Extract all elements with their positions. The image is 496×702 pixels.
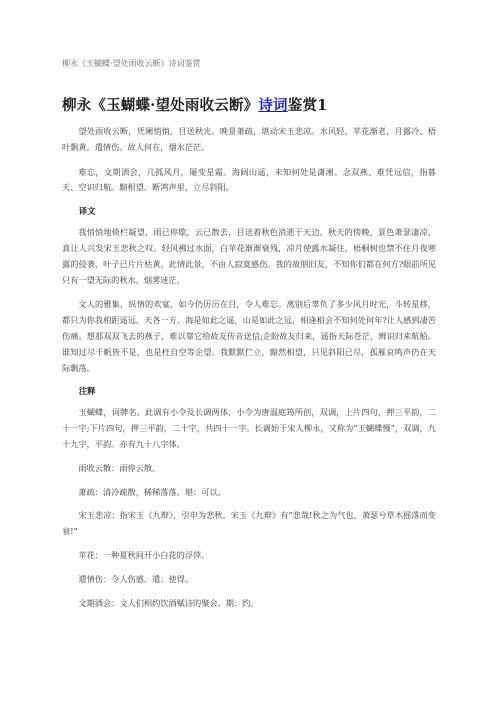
- poem-paragraph-1: 望处雨收云断，凭阑悄悄，目送秋光。晚景萧疏，堪动宋玉悲凉。水风轻，苹花渐老，月露冷、梧叶飘黄。遣情伤。故人何在，烟水茫茫。: [62, 126, 436, 152]
- note-item: 苹花：一种夏秋间开小白花的浮萍。: [78, 549, 210, 560]
- document-header: 柳永《玉蝴蝶·望处雨收云断》诗词鉴赏: [62, 59, 201, 68]
- document-title: [62, 94, 327, 115]
- translation-paragraph-1: 我悄悄地倚栏凝望，雨已停歇，云已散去，目送着秋色消逝于天边。秋天的傍晚，景色萧瑟凄凉，真让人兴发宋玉悲秋之叹。轻风拂过水面，白苹花渐渐衰残，凉月使露水凝住，梧桐树也禁不住月夜寒露的侵袭，叶子已片片枯黄。此情此景，不由人寂寞感伤。我的故朋旧友，不知你们都在何方?眼前所见只有一望无际的秋水，烟雾迷茫。: [62, 227, 436, 285]
- translation-paragraph-2: 文人的雅集，纵情的欢宴，如今仍历历在目，令人难忘。离别后辜负了多少风月时光，斗转星移，都只为你我相距遥远，天各一方。海是如此之遥，山是如此之远，相逢相会不知何处何年?让人感到凄苦伤痛。想那双双飞去的燕子，难以靠它给故友传音送信;企盼故友归来，遥指天际苍茫，辨识归来航船。谁知过尽千帆皆不是，也是枉自空等企望。我默默伫立，黯然相望，只见斜阳已尽，孤雁哀鸣声仍在天际飘荡。: [62, 299, 436, 373]
- translation-heading: 译文: [78, 206, 96, 217]
- poem-paragraph-2: 难忘，文期酒会，几孤风月，屡变星霜。海阔山遥，未知何处是潇湘。念双燕、难凭远信，指暮天、空识归航。黯相望。断鸿声里，立尽斜阳。: [62, 166, 436, 193]
- note-item: 文期酒会：文人们相约饮酒赋诗的聚会。期：约。: [78, 597, 259, 608]
- title-suffix: 鉴赏1: [287, 97, 328, 114]
- notes-heading: 注释: [78, 386, 96, 397]
- title-link[interactable]: 诗词: [258, 97, 288, 114]
- title-prefix: 柳永《玉蝴蝶·望处雨收云断》: [62, 97, 259, 114]
- note-item: 玉蝴蝶，词牌名。此调有小令及长调两体，小令为唐温庭筠所创，双调，上片四句，押三平韵，二十一字;下片四句，押三平韵，二十字，共四十一字。长调始于宋人柳永，又称为“玉蝴蝶慢”，双调，九十九字，平韵。亦有九十八字体。: [62, 407, 436, 449]
- note-item: 萧疏：清冷疏散，稀稀落落。堪：可以。: [78, 486, 226, 497]
- document-content: [62, 124, 436, 619]
- note-item: 遣情伤：令人伤感。遣：使得。: [78, 573, 194, 584]
- note-item: 宋玉悲凉：指宋玉《九辩》，引申为悲秋。宋玉《九辩》有“悲哉!秋之为气也，萧瑟兮草木摇落而变衰!”: [62, 510, 436, 537]
- note-item: 雨收云散：雨停云散。: [78, 462, 161, 473]
